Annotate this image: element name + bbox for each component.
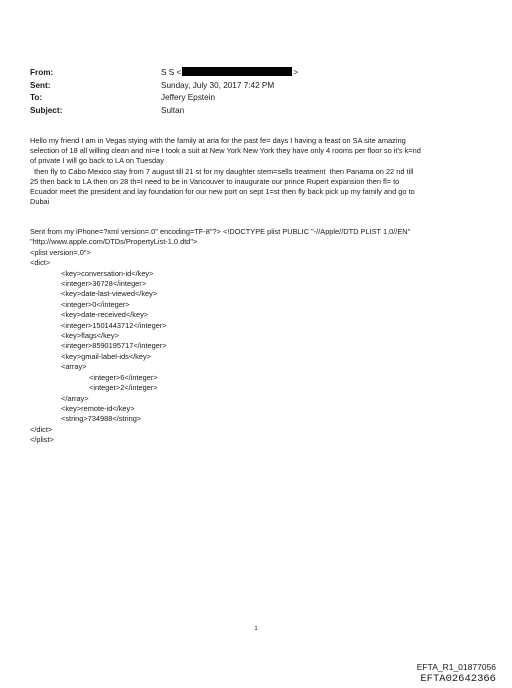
plist-line: <integer>0</integer> <box>61 299 130 309</box>
sent-label: Sent: <box>30 80 51 90</box>
plist-line: <integer>2</integer> <box>89 383 158 393</box>
plist-line: </array> <box>61 393 89 403</box>
redaction-bar <box>182 67 292 76</box>
plist-line: <key>flags</key> <box>61 331 119 341</box>
plist-line: Sent from my iPhone=?xml version=.0" encoding=TF-8"?> <!DOCTYPE plist PUBLIC "-//Apple//DTD PLIST 1.0//EN" <box>30 227 411 236</box>
to-row <box>30 92 470 105</box>
subject-label: Subject: <box>30 105 63 115</box>
plist-line: </dict> <box>30 424 53 434</box>
subject-value: Sultan <box>161 105 185 115</box>
plist-line: <dict> <box>30 258 51 268</box>
plist-line: <key>remote-id</key> <box>61 403 135 413</box>
plist-line: <string>734988</string> <box>61 414 142 424</box>
to-value: Jeffery Epstein <box>161 93 216 102</box>
plist-line: <key>date-last-viewed</key> <box>61 289 158 299</box>
sent-row <box>30 80 470 93</box>
from-prefix: S S < <box>161 68 182 77</box>
plist-line: "http://www.apple.com/DTDs/PropertyList-1.0.dtd"> <box>30 237 198 247</box>
message-line: selection of 18 all willing clean and ni=e I took a suit at New York New York they have only 4 rooms per floor so it's k=nd <box>30 146 421 156</box>
plist-line: <array> <box>61 362 87 372</box>
from-suffix: > <box>293 68 299 77</box>
plist-line: </plist> <box>30 435 54 445</box>
plist-line: <integer>1501443712</integer> <box>61 320 167 330</box>
plist-line: <key>conversation-id</key> <box>61 268 154 278</box>
plist-line: <plist version=.0"> <box>30 247 91 257</box>
to-label: To: <box>30 93 43 102</box>
message-line: Dubai <box>30 197 50 207</box>
bates-number-secondary: EFTA02642366 <box>420 673 496 685</box>
message-body <box>30 136 500 207</box>
plist-line: <integer>6</integer> <box>89 372 158 382</box>
from-value <box>161 67 470 80</box>
from-row <box>30 67 470 80</box>
bates-number-primary: EFTA_R1_01877056 <box>416 662 496 672</box>
plist-line: <key>gmail-label-ids</key> <box>61 351 151 361</box>
message-line: then fly to Cabo Mexico stay from 7 august till 21 st for my daughter stem=sells treatment then Panama on 22 nd till <box>30 166 414 176</box>
sent-value: Sunday, July 30, 2017 7:42 PM <box>161 80 275 90</box>
message-line: Ecuador meet the president and lay foundation for our new port on sept 1=st then fly back pick up my family and go to <box>30 187 415 197</box>
subject-row <box>30 105 470 118</box>
plist-line: <integer>36728</integer> <box>61 279 147 289</box>
message-line: Hello my friend I am in Vegas stying with the family at aria for the past fe= days I having a feast on SA site amazing <box>30 136 406 145</box>
plist-block <box>30 227 500 446</box>
plist-line: <integer>8590195717</integer> <box>61 341 167 351</box>
from-label: From: <box>30 68 54 77</box>
email-header <box>30 67 470 117</box>
message-line: of private I will go back to LA on Tuesday <box>30 156 164 166</box>
message-line: 25 then back to LA then on 28 th=I need to be in Vancouver to inaugurate our prince Rupert expansion then fl= to <box>30 176 400 186</box>
plist-line: <key>date-received</key> <box>61 310 149 320</box>
page-number: 1 <box>254 626 258 632</box>
